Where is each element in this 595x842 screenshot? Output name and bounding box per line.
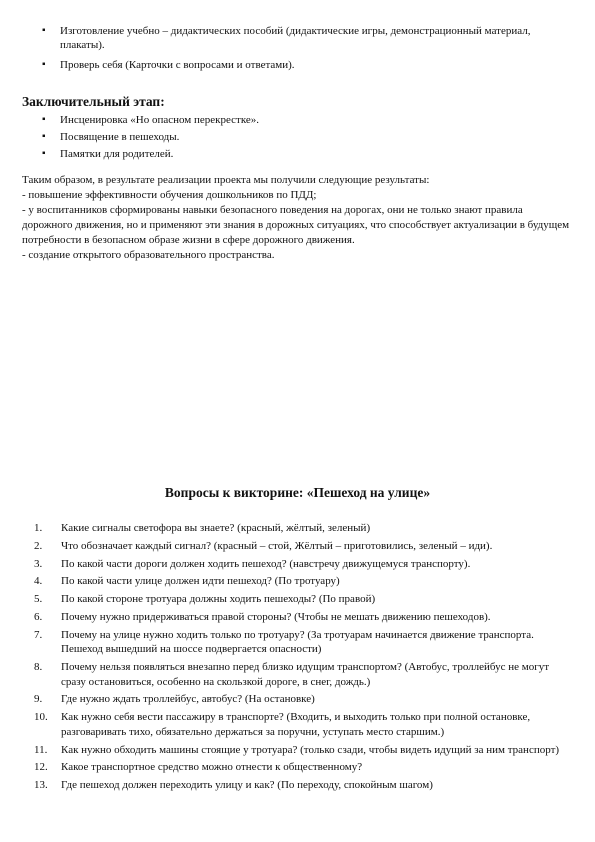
question-text: Где нужно ждать троллейбус, автобус? (На остановке) <box>61 693 315 706</box>
list-item-text: Памятки для родителей. <box>60 148 174 160</box>
question-number: 6. <box>34 610 43 623</box>
question-text: Почему на улице нужно ходить только по тротуару? (За тротуарам начинается движение транспорта. Пешеход вышедший на шоссе подвергается опасности) <box>61 628 534 656</box>
quiz-title: Вопросы к викторине: «Пешеход на улице» <box>164 485 431 500</box>
question-number: 12. <box>34 761 48 774</box>
final-stage-heading: Заключительный этап: <box>22 94 165 109</box>
question-text: По какой части улице должен идти пешеход? (По тротуару) <box>61 575 340 588</box>
quiz-question <box>0 574 570 589</box>
quiz-question <box>0 760 570 775</box>
list-item-text: Посвящение в пешеходы. <box>60 131 180 143</box>
list-item-text: Инсценировка «Но опасном перекрестке». <box>60 114 260 126</box>
results-line: - повышение эффективности обучения дошкольников по ПДД; <box>22 189 317 201</box>
question-text: Какое транспортное средство можно отнести к общественному? <box>61 761 363 774</box>
question-text: Как нужно себя вести пассажиру в транспорте? (Входить, и выходить только при полной остановке, разговаривать тихо, обязательно держаться за поручни, уступать место старшим.) <box>61 711 531 738</box>
quiz-question <box>0 592 570 607</box>
question-text: По какой части дороги должен ходить пешеход? (навстречу движущемуся транспорту). <box>61 557 471 570</box>
quiz-question <box>0 660 570 689</box>
list-item <box>0 113 560 127</box>
quiz-question <box>0 628 570 657</box>
results-line: Таким образом, в результате реализации проекта мы получили следующие результаты: <box>22 174 430 186</box>
question-number: 10. <box>34 711 48 724</box>
question-text: Где пешеход должен переходить улицу и как? (По переходу, спокойным шагом) <box>61 779 433 792</box>
question-number: 7. <box>34 628 43 641</box>
materials-list <box>0 24 560 78</box>
quiz-question <box>0 710 570 739</box>
list-item <box>0 147 560 161</box>
square-bullet-icon: ▪ <box>42 114 46 125</box>
quiz-question <box>0 610 570 625</box>
question-number: 1. <box>34 522 43 534</box>
quiz-question <box>0 557 570 572</box>
quiz-question <box>0 743 570 758</box>
square-bullet-icon: ▪ <box>42 148 46 159</box>
question-number: 3. <box>34 557 43 570</box>
question-number: 8. <box>34 661 43 674</box>
question-text: По какой стороне тротуара должны ходить пешеходы? (По правой) <box>61 593 376 606</box>
question-number: 2. <box>34 539 43 552</box>
question-text: Какие сигналы светофора вы знаете? (красный, жёлтый, зеленый) <box>61 522 371 534</box>
results-paragraph <box>22 173 574 263</box>
list-item <box>0 58 560 72</box>
question-text: Как нужно обходить машины стоящие у тротуара? (только сзади, чтобы видеть идущий за ним транспорт) <box>61 743 560 756</box>
quiz-question <box>0 521 570 536</box>
list-item-text: Проверь себя (Карточки с вопросами и ответами). <box>60 59 295 71</box>
quiz-questions-list <box>0 521 570 796</box>
question-number: 13. <box>34 779 48 792</box>
quiz-question <box>0 539 570 554</box>
square-bullet-icon: ▪ <box>42 131 46 142</box>
quiz-question <box>0 692 570 707</box>
question-number: 11. <box>34 743 48 756</box>
results-line: - у воспитанников сформированы навыки безопасного поведения на дорогах, они не только знают правила дорожного движения, но и применяют эти знания в дорожных ситуациях, что способствует актуализации в будущем потребности в безопасном образе жизни в сфере дорожного движения. <box>22 204 570 246</box>
list-item-text: Изготовление учебно – дидактических пособий (дидактические игры, демонстрационный материал, плакаты). <box>60 25 531 51</box>
question-number: 5. <box>34 593 43 606</box>
question-number: 4. <box>34 575 43 588</box>
square-bullet-icon: ▪ <box>42 59 46 70</box>
results-line: - создание открытого образовательного пространства. <box>22 249 275 261</box>
question-text: Что обозначает каждый сигнал? (красный – стой, Жёлтый – приготовились, зеленый – иди). <box>61 539 493 552</box>
list-item <box>0 24 560 52</box>
question-number: 9. <box>34 693 43 706</box>
list-item <box>0 130 560 144</box>
quiz-question <box>0 778 570 793</box>
question-text: Почему нельзя появляться внезапно перед близко идущим транспортом? (Автобус, троллейбус не могут сразу остановиться, особенно на скользкой дороге, в снег, дождь.) <box>61 661 550 688</box>
square-bullet-icon: ▪ <box>42 25 46 36</box>
question-text: Почему нужно придерживаться правой стороны? (Чтобы не мешать движению пешеходов). <box>61 610 491 623</box>
final-stage-list <box>0 113 560 164</box>
